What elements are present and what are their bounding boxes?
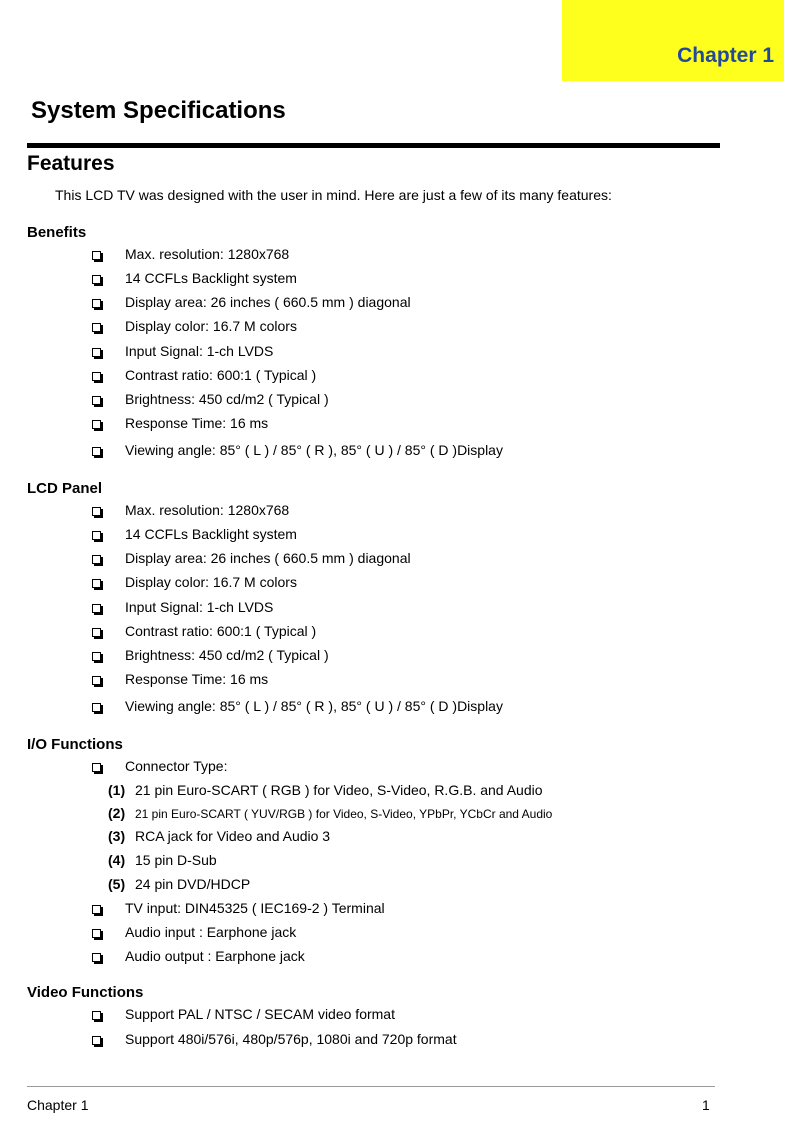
checkbox-bullet-icon (92, 323, 101, 332)
checkbox-bullet-icon (92, 396, 101, 405)
io-functions-heading: I/O Functions (27, 736, 123, 753)
benefits-heading: Benefits (27, 224, 87, 241)
chapter-label: Chapter 1 (677, 44, 774, 67)
checkbox-bullet-icon (92, 579, 101, 588)
checkbox-bullet-icon (92, 953, 101, 962)
checkbox-bullet-icon (92, 676, 101, 685)
checkbox-bullet-icon (92, 905, 101, 914)
page-number: 1 (702, 1097, 710, 1113)
footer-chapter: Chapter 1 (27, 1097, 89, 1113)
checkbox-bullet-icon (92, 447, 101, 456)
intro-text: This LCD TV was designed with the user in mind. Here are just a few of its many features: (55, 187, 612, 203)
checkbox-bullet-icon (92, 275, 101, 284)
video-functions-heading: Video Functions (27, 984, 144, 1001)
chapter-tab (562, 0, 784, 81)
features-heading: Features (27, 152, 115, 175)
checkbox-bullet-icon (92, 420, 101, 429)
lcd-panel-heading: LCD Panel (27, 480, 103, 497)
title-rule (27, 143, 720, 148)
checkbox-bullet-icon (92, 628, 101, 637)
checkbox-bullet-icon (92, 652, 101, 661)
checkbox-bullet-icon (92, 929, 101, 938)
checkbox-bullet-icon (92, 507, 101, 516)
checkbox-bullet-icon (92, 372, 101, 381)
checkbox-bullet-icon (92, 299, 101, 308)
checkbox-bullet-icon (92, 604, 101, 613)
checkbox-bullet-icon (92, 703, 101, 712)
footer-rule (27, 1086, 715, 1087)
checkbox-bullet-icon (92, 348, 101, 357)
checkbox-bullet-icon (92, 531, 101, 540)
checkbox-bullet-icon (92, 1011, 101, 1020)
checkbox-bullet-icon (92, 763, 101, 772)
page-title: System Specifications (31, 97, 286, 124)
checkbox-bullet-icon (92, 251, 101, 260)
checkbox-bullet-icon (92, 1036, 101, 1045)
checkbox-bullet-icon (92, 555, 101, 564)
